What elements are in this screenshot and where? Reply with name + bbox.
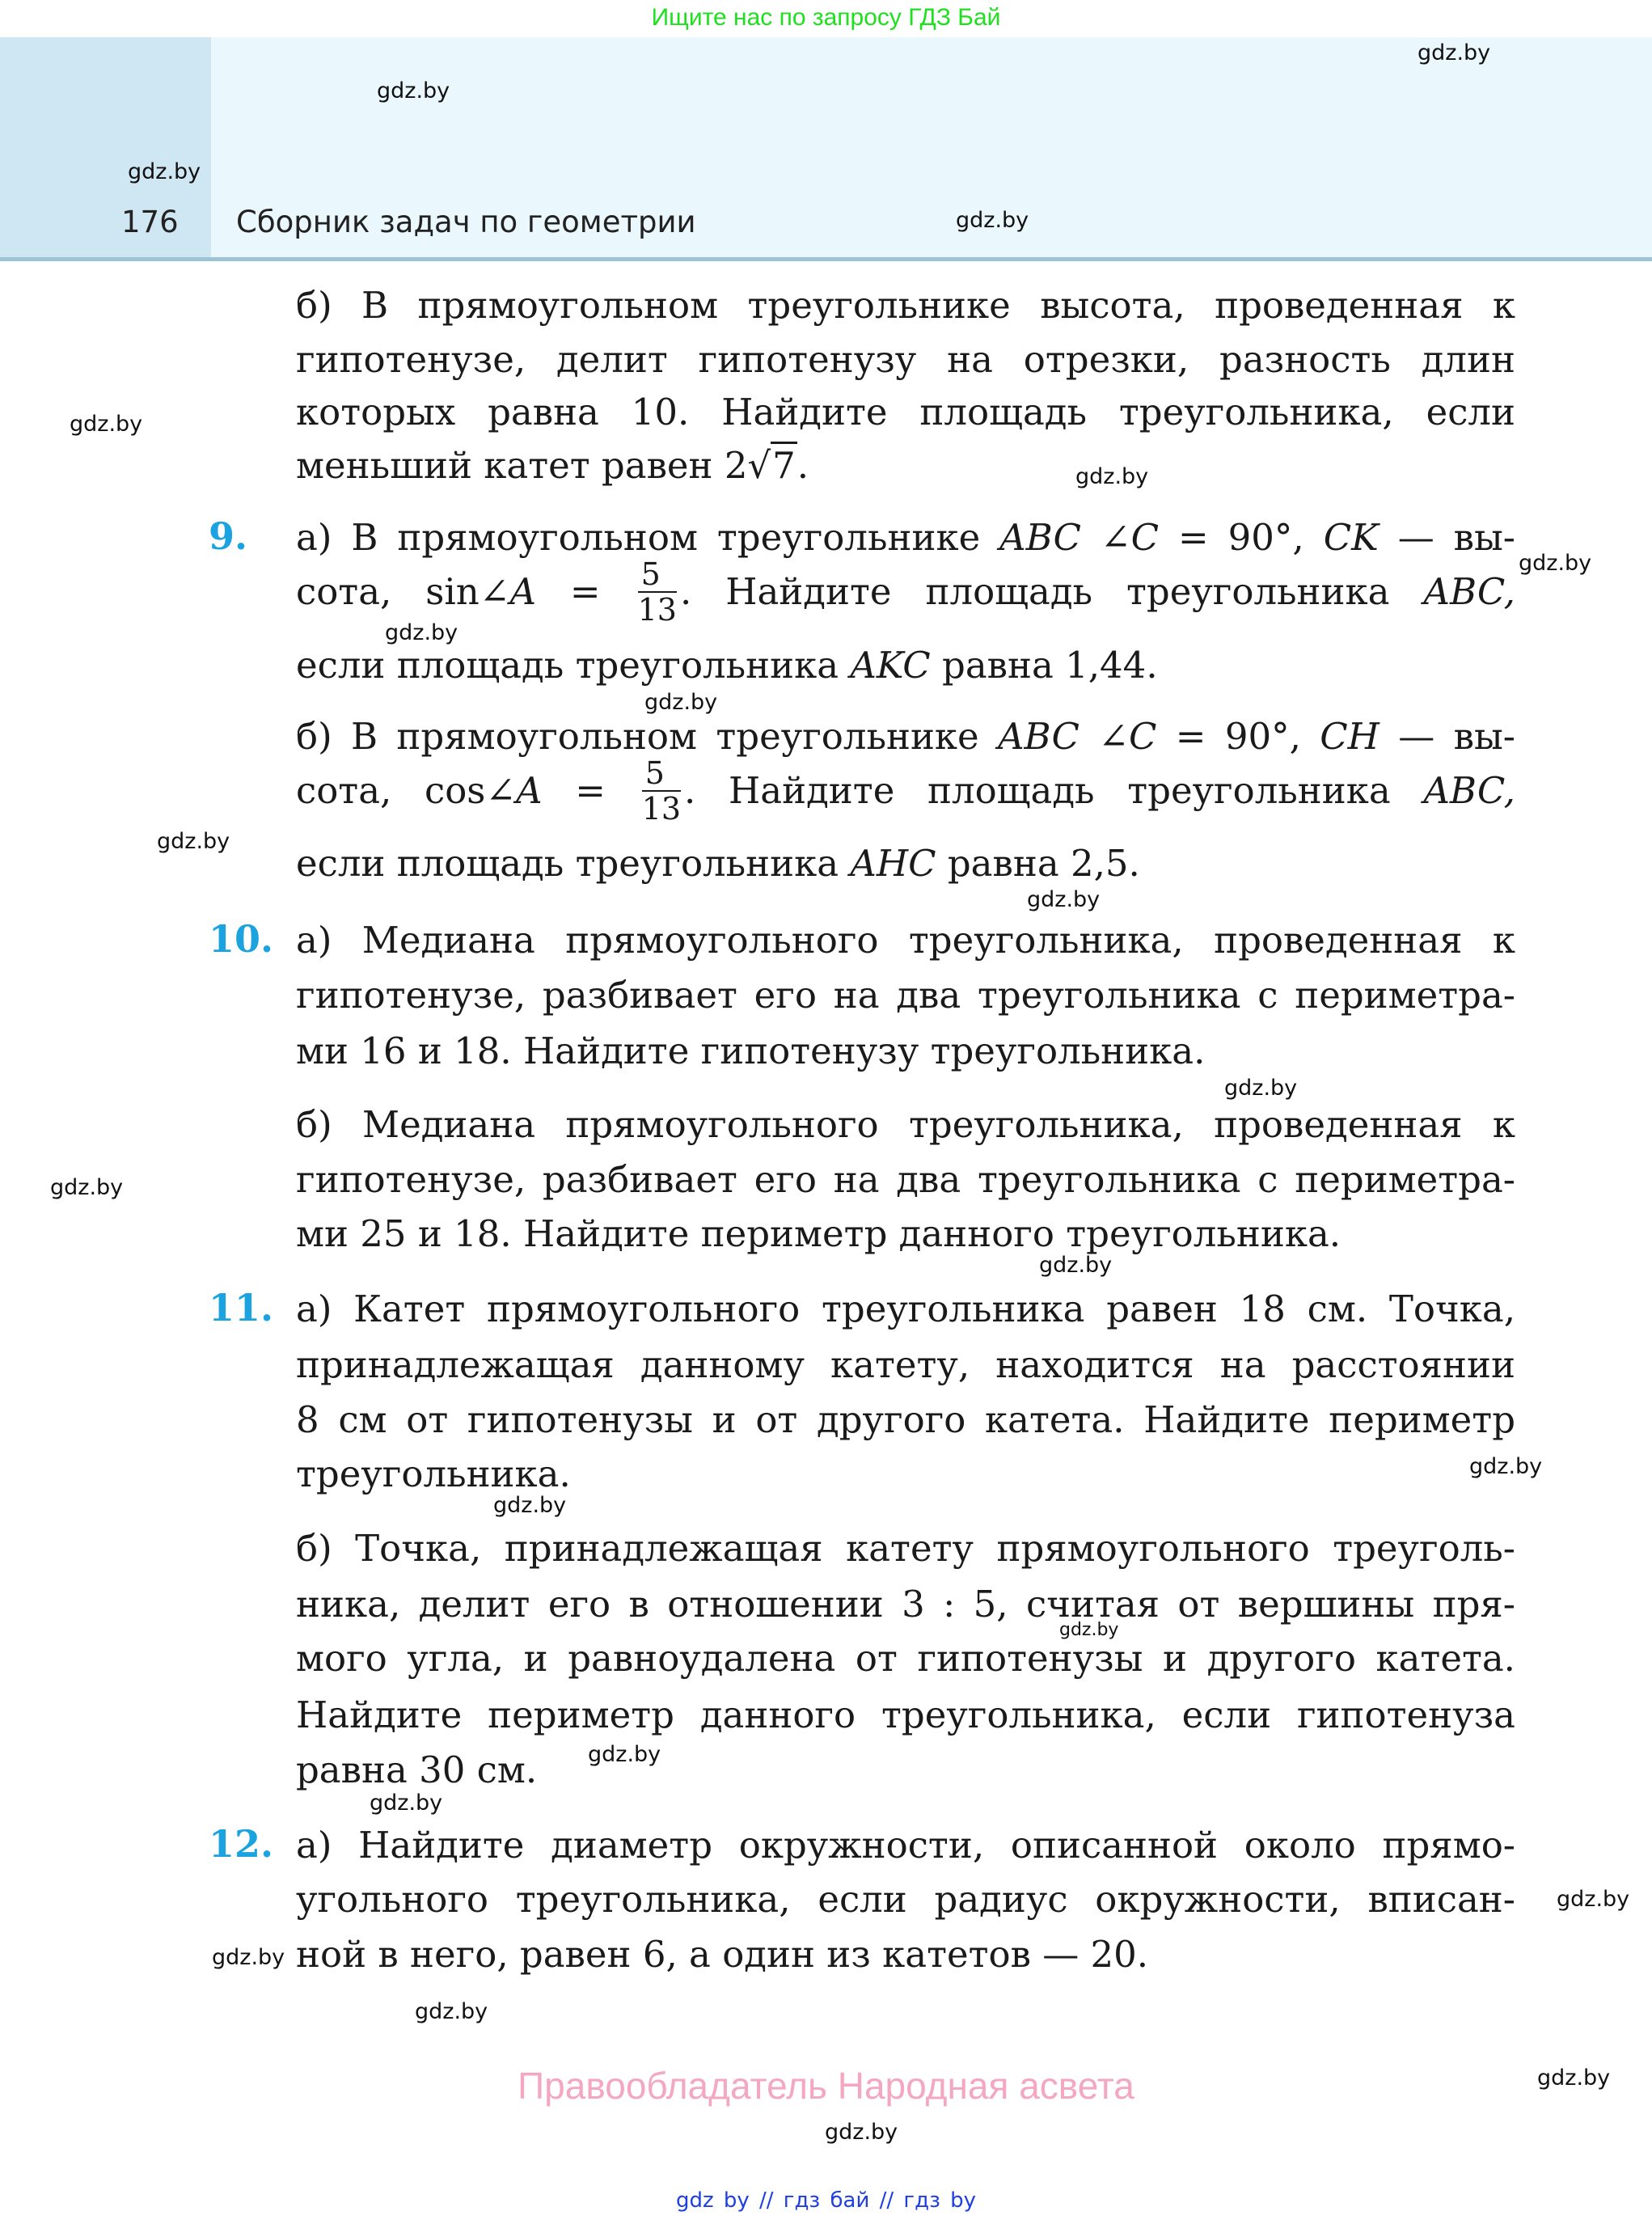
- numerator: 5: [642, 758, 681, 792]
- text: = 90°,: [1159, 516, 1324, 559]
- text: равна 2,5.: [936, 842, 1140, 885]
- text: =: [542, 769, 639, 812]
- watermark: gdz.by: [128, 159, 201, 184]
- watermark: gdz.by: [1039, 1253, 1113, 1278]
- angle-symbol: ∠: [1080, 516, 1131, 559]
- sqrt-expression: √7: [747, 447, 796, 484]
- problem-9b-line: [296, 842, 1515, 885]
- watermark: gdz.by: [1418, 40, 1491, 66]
- problem-8b-line: которых равна 10. Найдите площадь треугольника, если: [296, 391, 1515, 433]
- text: б) В прямоугольном треугольнике: [296, 715, 999, 758]
- problem-12a-line: угольного треугольника, если радиус окружности, вписан-: [296, 1878, 1515, 1921]
- math-var: C: [1130, 516, 1160, 559]
- problem-10b-line: б) Медиана прямоугольного треугольника, проведенная к: [296, 1103, 1515, 1146]
- text: = 90°,: [1156, 715, 1320, 758]
- problem-number-9: 9.: [209, 514, 248, 558]
- text: сота, sin∠: [296, 570, 510, 613]
- text: сота, cos∠: [296, 769, 517, 812]
- watermark: gdz.by: [70, 412, 143, 437]
- copyright-notice: Правообладатель Народная асвета: [518, 2065, 1134, 2107]
- math-var: ABC,: [1423, 769, 1515, 812]
- denominator: 13: [637, 591, 677, 628]
- problem-12a-line: ной в него, равен 6, а один из катетов — 20.: [296, 1933, 1149, 1976]
- math-var: ABC,: [1423, 570, 1515, 613]
- problem-8b-line: б) В прямоугольном треугольнике высота, проведенная к: [296, 284, 1515, 327]
- problem-9b-line: [296, 755, 1515, 827]
- math-var: CH: [1320, 715, 1379, 758]
- watermark: gdz.by: [377, 78, 450, 104]
- watermark: gdz.by: [1557, 1887, 1630, 1912]
- problem-9b-line: [296, 715, 1516, 758]
- watermark: gdz.by: [956, 208, 1029, 233]
- page-number: 176: [121, 205, 179, 239]
- problem-12a-line: а) Найдите диаметр окружности, описанной около прямо-: [296, 1824, 1515, 1867]
- fraction: [637, 556, 677, 628]
- book-title: Сборник задач по геометрии: [236, 205, 696, 239]
- problem-9a-line: [296, 516, 1515, 559]
- problem-11b-line: б) Точка, принадлежащая катету прямоугольного треуголь-: [296, 1527, 1515, 1570]
- problem-11a-line: принадлежащая данному катету, находится на расстоянии: [296, 1343, 1515, 1386]
- watermark: gdz.by: [493, 1493, 567, 1518]
- problem-11a-line: треугольника.: [296, 1452, 571, 1495]
- problem-10a-line: а) Медиана прямоугольного треугольника, проведенная к: [296, 919, 1515, 962]
- fraction: [641, 755, 682, 827]
- watermark: gdz.by: [212, 1945, 285, 1970]
- watermark: gdz.by: [50, 1175, 124, 1200]
- problem-8b-line: гипотенузе, делит гипотенузу на отрезки, разность длин: [296, 338, 1515, 381]
- text: . Найдите площадь треугольника: [684, 769, 1424, 812]
- text: если площадь треугольника: [296, 644, 851, 687]
- problem-11b-line: равна 30 см.: [296, 1748, 538, 1791]
- watermark: gdz.by: [415, 1999, 488, 2024]
- watermark: gdz.by: [1224, 1076, 1298, 1101]
- numerator: 5: [638, 559, 677, 593]
- math-var: ABC: [999, 516, 1081, 559]
- problem-number-10: 10.: [209, 917, 274, 961]
- watermark: gdz.by: [1027, 887, 1101, 912]
- watermark: gdz.by: [370, 1791, 443, 1816]
- problem-11a-line: а) Катет прямоугольного треугольника равен 18 см. Точка,: [296, 1287, 1515, 1330]
- problem-number-11: 11.: [209, 1286, 274, 1330]
- watermark: gdz.by: [1469, 1454, 1543, 1479]
- problem-10b-line: гипотенузе, разбивает его на два треугольника с периметра-: [296, 1158, 1515, 1201]
- math-var: A: [516, 769, 543, 812]
- math-var: AHC: [850, 842, 936, 885]
- math-var: AKC: [850, 644, 931, 687]
- text: — вы-: [1378, 516, 1515, 559]
- text: =: [535, 570, 635, 613]
- page-number-cell: [0, 37, 211, 257]
- problem-10b-line: ми 25 и 18. Найдите периметр данного треугольника.: [296, 1212, 1341, 1255]
- problem-10a-line: гипотенузе, разбивает его на два треугольника с периметра-: [296, 974, 1515, 1017]
- problem-11b-line: мого угла, и равноудалена от гипотенузы и другого катета.: [296, 1637, 1515, 1680]
- problem-9a-line: [296, 556, 1515, 628]
- page-header: [0, 37, 1652, 261]
- problem-number-12: 12.: [209, 1822, 274, 1866]
- math-var: CK: [1323, 516, 1379, 559]
- sqrt-radicand: 7: [771, 442, 797, 487]
- footer-links[interactable]: gdz by // гдз бай // гдз by: [675, 2188, 977, 2213]
- watermark: gdz.by: [825, 2120, 898, 2145]
- problem-10a-line: ми 16 и 18. Найдите гипотенузу треугольника.: [296, 1030, 1206, 1072]
- text: — вы-: [1379, 715, 1516, 758]
- math-var: C: [1128, 715, 1157, 758]
- problem-8b-line: [296, 444, 1515, 487]
- problem-11a-line: 8 см от гипотенузы и от другого катета. Найдите периметр: [296, 1398, 1515, 1441]
- watermark: gdz.by: [644, 690, 718, 715]
- text: а) В прямоугольном треугольнике: [296, 516, 1000, 559]
- text: равна 1,44.: [930, 644, 1158, 687]
- text: если площадь треугольника: [296, 842, 851, 885]
- text: . Найдите площадь треугольника: [679, 570, 1424, 613]
- search-banner: Ищите нас по запросу ГДЗ Бай: [651, 4, 1001, 31]
- text: меньший катет равен 2: [296, 444, 748, 487]
- problem-11b-line: ника, делит его в отношении 3 : 5, считая от вершины пря-: [296, 1583, 1515, 1626]
- watermark: gdz.by: [1537, 2065, 1611, 2091]
- watermark: gdz.by: [385, 620, 458, 645]
- math-var: ABC: [998, 715, 1080, 758]
- problem-11b-line: Найдите периметр данного треугольника, если гипотенуза: [296, 1693, 1515, 1736]
- angle-symbol: ∠: [1079, 715, 1129, 758]
- watermark: gdz.by: [157, 829, 230, 854]
- watermark: gdz.by: [588, 1742, 661, 1767]
- problem-9a-line: [296, 644, 1515, 687]
- watermark: gdz.by: [1059, 1620, 1119, 1640]
- watermark: gdz.by: [1075, 464, 1149, 489]
- watermark: gdz.by: [1519, 551, 1592, 576]
- denominator: 13: [641, 790, 682, 827]
- math-var: A: [509, 570, 536, 613]
- text: .: [796, 444, 809, 487]
